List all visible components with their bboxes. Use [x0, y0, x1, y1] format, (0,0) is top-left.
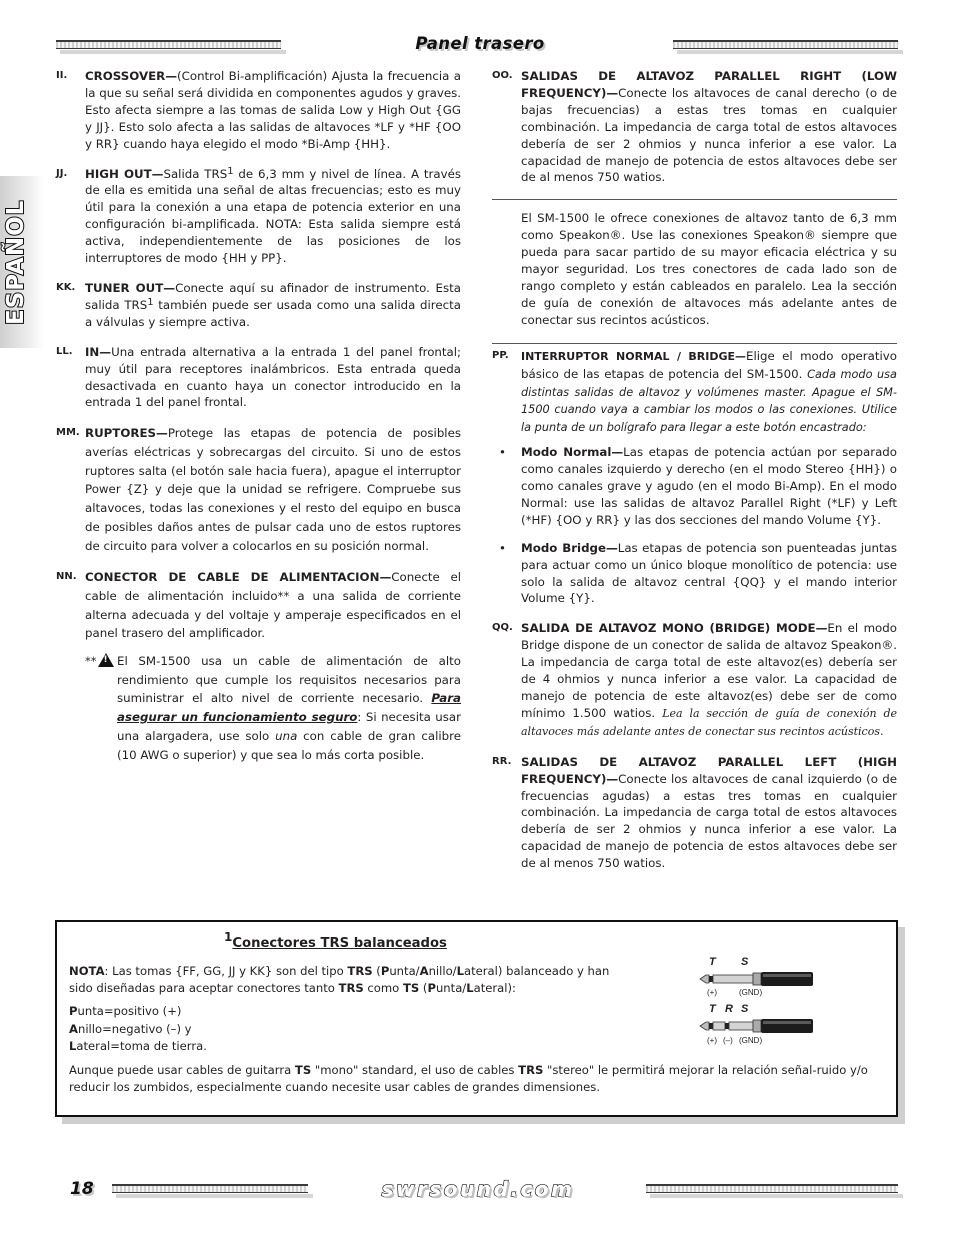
item-oo: [492, 68, 897, 186]
item-code: KK.: [56, 281, 76, 293]
bullet-text: Las etapas de potencia actúan por separado como canales izquierdo y derecho (en el modo Stereo {HH}) o como canales grave y agudo (en el modo Bi-Amp). En el modo Normal: use las salidas de altavoz Parallel Right (*LF) y Left (*HF) {OO y RR} y las dos secciones del mando Volume {Y}.: [521, 445, 898, 527]
ts-plug-illustration: [699, 956, 819, 996]
plug-label-tip: T: [709, 1003, 716, 1015]
bullet-normal-mode: [492, 444, 897, 529]
footnote-ref: 1: [147, 296, 154, 308]
item-term: IN—: [85, 344, 112, 359]
website-url[interactable]: swrsound.com: [381, 1177, 575, 1201]
item-code: II.: [56, 70, 68, 81]
left-column: [56, 68, 461, 764]
item-term: HIGH OUT—: [85, 166, 164, 181]
plug-label-tip: T: [709, 956, 716, 968]
definition-tip: Punta=positivo (+): [69, 1004, 182, 1019]
item-text: Elige el modo operativo básico de las etapas de potencia del SM-1500.: [521, 348, 897, 381]
bullet-bridge-mode: [492, 540, 897, 608]
item-text: En el modo Bridge dispone de un conector de salida de altavoz Speakon®. La impedancia de carga total de este altavoz(es) debería ser de 4 ohmios y nunca inferior a ese valor. La capacidad de manejo de potencia de este altavoz(es) debe ser de como mínimo 1.500 watios.: [521, 621, 897, 720]
note-text: con cable de gran calibre (10 AWG o superior) y que sea lo más corta posible.: [117, 728, 461, 762]
page-number: 18: [70, 1179, 94, 1199]
item-term: RUPTORES—: [85, 426, 168, 441]
item-term: INTERRUPTOR NORMAL / BRIDGE—: [521, 349, 747, 363]
item-text: de 6,3 mm y nivel de línea. A través de ella es emitida una señal de altas frecuencias; esto es muy útil para la conexión a una etapa de potencia exterior en una configuración bi-amplificada. NOTA: Esta salida siempre está activa, independientemente de las posiciones de los interruptores de modo {HH y PP}.: [85, 166, 461, 266]
ts-plug-icon: [699, 968, 819, 990]
item-text: también puede ser usada como una salida directa a válvulas y siempre activa.: [85, 297, 461, 329]
item-mm: [56, 424, 461, 555]
item-text: Conecte los altavoces de canal derecho (o de bajas frecuencias) a estas tres tomas en cualquier combinación. La impedancia de carga total de estos altavoces debería de ser 2 ohmios y nunca inferior a ese valor. La capacidad de manejo de potencia de estos altavoces debe ser de al menos 750 watios.: [521, 85, 897, 185]
item-rr: [492, 754, 897, 872]
note-text: : Si necesita usar una alargadera, use solo: [117, 710, 461, 743]
speakon-note: El SM-1500 le ofrece conexiones de altavoz tanto de 6,3 mm como Speakon®. Use las conexiones Speakon® siempre que pueda para sacar partido de su mayor eficacia eléctrica y su mayor seguridad. Los tres conectores de cada lado son de rango completo y están cableados en paralelo. Lea la sección de guía de conexión de altavoces más adelante antes de conectar sus recintos acústicos.: [521, 211, 897, 327]
item-code: JJ.: [56, 167, 68, 179]
item-ll: [56, 344, 461, 412]
plug-label-ring: R: [725, 1003, 733, 1015]
bullet-dot: •: [499, 445, 506, 460]
plug-label-gnd: (GND): [739, 988, 763, 997]
plug-label-gnd: (GND): [739, 1036, 763, 1045]
item-code: LL.: [56, 345, 73, 357]
definition-ring: Anillo=negativo (–) y: [69, 1021, 192, 1036]
trs-note-box: [55, 920, 898, 1117]
item-code: OO.: [492, 70, 513, 81]
note-mark: **!: [85, 652, 114, 671]
plug-label-plus: (+): [707, 1036, 717, 1045]
note-emphasis: Para asegurar un funcionamiento seguro: [117, 691, 461, 725]
right-column: [492, 68, 897, 885]
item-text: Conecte los altavoces de canal izquierdo (o de frecuencias agudas) a estas tres tomas en cualquier combinación. La impedancia de carga total de estos altavoces debería de ser 2 ohmios y nunca inferior a ese valor. La capacidad de manejo de potencia de estos altavoces debe ser de al menos 750 watios.: [521, 771, 897, 871]
footnote-ref: 1: [227, 165, 234, 177]
plug-label-sleeve: S: [741, 956, 749, 968]
item-ii: [56, 68, 461, 153]
item-kk: [56, 280, 461, 331]
box-note-paragraph: NOTA: Las tomas {FF, GG, JJ y KK} son del tipo TRS (Punta/Anillo/Lateral) balanceado y han sido diseñadas para aceptar conectores tanto TRS como TS (Punta/Lateral):: [69, 964, 610, 996]
item-italic: Lea la sección de guía de conexión de altavoces más adelante antes de conectar sus recintos acústicos.: [521, 706, 897, 738]
page-title: Panel trasero: [415, 34, 545, 53]
box-body: [69, 963, 629, 1055]
bullet-term: Modo Normal—: [521, 445, 624, 460]
item-term: SALIDA DE ALTAVOZ MONO (BRIDGE) MODE—: [521, 621, 828, 636]
footer-rule-left: [112, 1184, 308, 1193]
box-title: $^1$Conectores TRS balanceados: [224, 930, 447, 951]
note-italic: una: [275, 728, 298, 743]
plug-label-sleeve: S: [741, 1003, 749, 1015]
bullet-dot: •: [499, 540, 506, 555]
item-text: Protege las etapas de potencia de posibles averías eléctricas y sobrecargas del circuito. Si uno de estos ruptores salta (el botón sale hacia fuera), apague el interruptor Power {Z} y deje que la unidad se refrigere. Compruebe sus altavoces, todas las conexiones y el resto del equipo en busca de posibles daños antes de pulsar cada uno de estos ruptores de circuito para volver a colocarlos en su posición normal.: [85, 426, 461, 553]
bullet-text: Las etapas de potencia son puenteadas juntas para actuar como un único bloque monolítico de potencia: use solo la salida de altavoz central {QQ} y el mando interior Volume {Y}.: [521, 540, 897, 606]
item-text: Conecte aquí su afinador de instrumento. Esta salida TRS: [85, 280, 461, 312]
item-code: QQ.: [492, 622, 513, 634]
item-term: TUNER OUT—: [85, 280, 176, 295]
bullet-term: Modo Bridge—: [521, 540, 618, 555]
item-term: SALIDAS DE ALTAVOZ PARALLEL LEFT (HIGH FREQUENCY)—: [521, 754, 897, 786]
item-code: RR.: [492, 755, 512, 767]
note-text: El SM-1500 usa un cable de alimentación de alto rendimiento que cumple los requisitos necesarios para suministrar el alto nivel de corriente necesario.: [117, 654, 461, 706]
item-term: CONECTOR DE CABLE DE ALIMENTACION—: [85, 570, 392, 585]
footer-rule-right: [646, 1184, 898, 1193]
item-nn: [56, 568, 461, 643]
header-rule-right: [673, 40, 898, 49]
definition-sleeve: Lateral=toma de tierra.: [69, 1038, 207, 1053]
power-cable-note: [56, 652, 461, 764]
item-text: Salida TRS: [163, 166, 228, 181]
item-term: SALIDAS DE ALTAVOZ PARALLEL RIGHT (LOW FREQUENCY)—: [521, 69, 897, 100]
warning-icon: [98, 653, 114, 667]
item-code: NN.: [56, 571, 77, 583]
divider: [492, 199, 897, 200]
plug-label-plus: (+): [707, 988, 717, 997]
trs-plug-illustration: [699, 1003, 819, 1043]
language-tab: [0, 176, 44, 348]
item-term: CROSSOVER—: [85, 69, 178, 83]
plug-label-minus: (–): [723, 1036, 733, 1045]
item-italic: Cada modo usa distintas salidas de altavoz y volúmenes master. Apague el SM-1500 cuando vaya a cambiar los modos o las conexiones. Utilice la punta de un bolígrafo para llegar a este botón encastrado:: [521, 367, 897, 435]
item-text: Una entrada alternativa a la entrada 1 del panel frontal; muy útil para receptores inalámbricos. Esta entrada queda desactivada en cuanto haya un conector introducido en la entrada 1 del panel frontal.: [85, 344, 461, 410]
item-pp: [492, 348, 897, 438]
item-jj: [56, 166, 461, 267]
item-qq: [492, 620, 897, 740]
divider: [492, 343, 897, 344]
item-text: Conecte el cable de alimentación incluido** a una salida de corriente alterna adecuada y del voltaje y amperaje especificados en el panel trasero del amplificador.: [85, 570, 461, 641]
trs-plug-icon: [699, 1015, 819, 1037]
item-text: (Control Bi-amplificación) Ajusta la frecuencia a la que su señal será dividida en componentes agudos y graves. Esto afecta siempre a las tomas de salida Low y High Out {GG y JJ}. Esto solo afecta a las salidas de altavoces *LF y *HF {OO y RR} cuando haya elegido el modo *Bi-Amp {HH}.: [85, 69, 461, 151]
header-rule-left: [56, 40, 281, 49]
item-code: PP.: [492, 349, 509, 361]
item-code: MM.: [56, 427, 80, 439]
language-tab-label: ESPAÑOL: [3, 199, 29, 325]
box-bottom-paragraph: Aunque puede usar cables de guitarra TS "mono" standard, el uso de cables TRS "stereo" le permitirá mejorar la relación señal-ruido y/o reducir los zumbidos, especialmente cuando necesite usar cables de grandes dimensiones.: [69, 1063, 868, 1095]
